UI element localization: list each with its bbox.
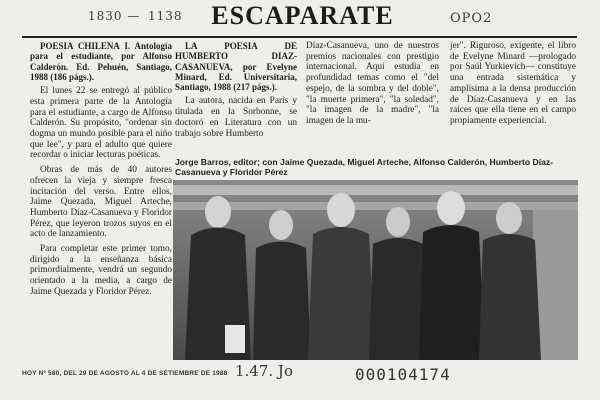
article-paragraph: jer". Riguroso, exigente, el libro de Evelyne Minard —prologado por Saúl Yurkievich— constituye una entrada sistemática y amplísima a la densa producción de Díaz-Casanueva y en las raíces que ella tiene en el campo propiamente experiencial. [450, 41, 576, 126]
handwritten-record-number: 000104174 [355, 365, 451, 384]
handwritten-annotation-right: OPO2 [450, 11, 493, 26]
masthead-rule [22, 36, 577, 38]
photo-caption: Jorge Barros, editor; con Jaime Quezada, Miguel Arteche, Alfonso Calderón, Humberto Díaz-Casanueva y Floridor Pérez [175, 157, 554, 177]
article-header: LA POESIA DE HUMBERTO DIAZ-CASANUEVA, por Evelyne Minard, Ed. Universitaria, Santiago, 1988 (217 págs.). [175, 41, 297, 93]
article-paragraph: La autora, nacida en París y titulada en la Sorbonne, se doctoró en Literatura con un trabajo sobre Humberto [175, 96, 297, 139]
article-diaz-casanueva-cont [306, 41, 439, 131]
group-photograph [173, 180, 578, 360]
article-diaz-casanueva-end [450, 41, 576, 131]
article-header: POESIA CHILENA I. Antología para el estudiante, por Alfonso Calderón. Ed. Pehuén, Santiago, 1988 (186 págs.). [30, 41, 172, 82]
publication-footer: HOY Nº 580, DEL 29 DE AGOSTO AL 4 DE SETIEMBRE DE 1988 [22, 370, 228, 377]
article-paragraph: Obras de más de 40 autores ofrecen la vieja y siempre fresca incitación del verso. Entre ellos, Jaime Quezada, Miguel Arteche, Humberto Díaz-Casanueva y Floridor Pérez, que leyeron trozos suyos en el acto de lanzamiento. [30, 165, 172, 240]
handwritten-annotation-middle: 1138 [148, 9, 183, 23]
article-paragraph: Díaz-Casanueva, uno de nuestros premios nacionales con prestigio internacional. Aquí estudia en profundidad temas como el "del espejo, de la sombra y del doble", "la muerte primera", "la soledad", "la imagen de la madre", "la imagen de la mu- [306, 41, 439, 126]
article-diaz-casanueva [175, 41, 297, 143]
article-poesia-chilena [30, 41, 172, 302]
article-paragraph: El lunes 22 se entregó al público esta primera parte de la Antología para el estudiante, a cargo de Alfonso Calderón. Su propósito, "ordenar sin dogma un mundo posible para el niño que lee", y para el adulto que quiere recordar o iniciar lecturas poéticas. [30, 86, 172, 161]
photograph-image [173, 180, 578, 360]
section-masthead: ESCAPARATE [211, 1, 394, 30]
handwritten-annotation-left: 1830 — [88, 9, 141, 23]
handwritten-signature: 1.47. Jo [235, 362, 293, 380]
article-paragraph: Para completar este primer tomo, dirigido a la enseñanza básica primordialmente, vendrá un segundo orientado a la media, a cargo de Jaime Quezada y Floridor Pérez. [30, 244, 172, 297]
